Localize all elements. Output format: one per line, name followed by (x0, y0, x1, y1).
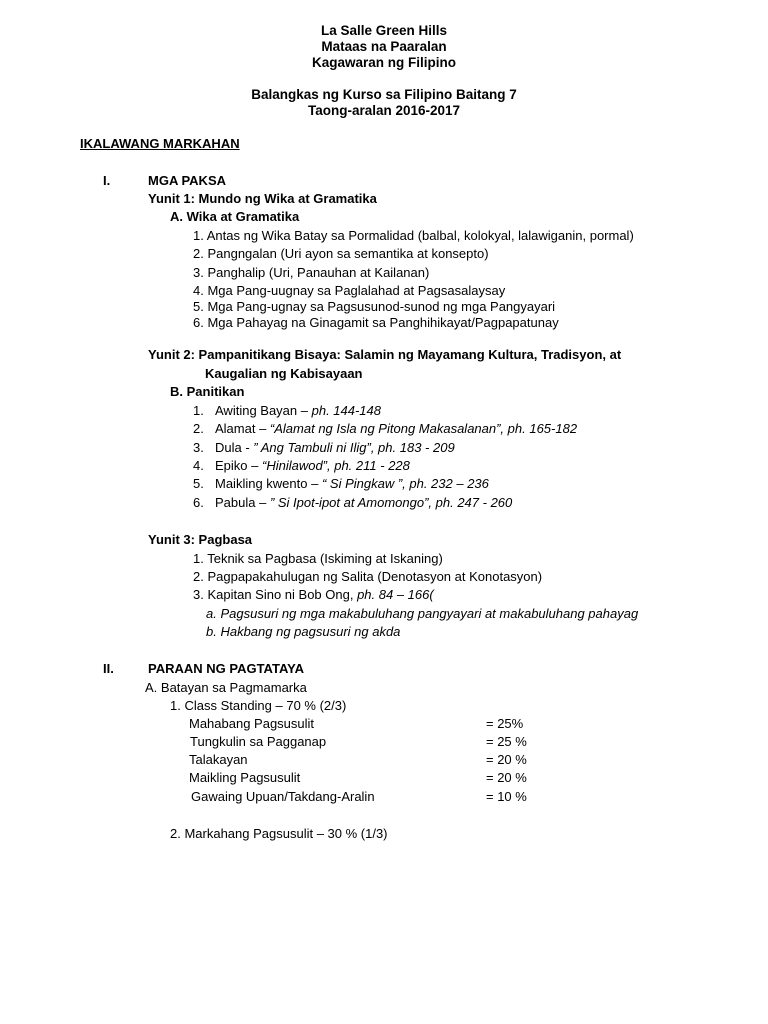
unit-1-item: 4. Mga Pang-uugnay sa Paglalahad at Pagsasalaysay (193, 283, 506, 298)
unit-3-item: 2. Pagpapakahulugan ng Salita (Denotasyon at Konotasyon) (193, 569, 543, 584)
unit-3-item: 3. Kapitan Sino ni Bob Ong, ph. 84 – 166( (193, 587, 434, 602)
component-value: = 25% (486, 716, 524, 731)
component-label: Tungkulin sa Pagganap (190, 734, 327, 749)
class-standing-line: 1. Class Standing – 70 % (2/3) (170, 698, 347, 713)
school-name: La Salle Green Hills (320, 23, 448, 38)
department-name: Kagawaran ng Filipino (311, 55, 456, 70)
section-2-title: PARAAN NG PAGTATAYA (148, 661, 305, 676)
school-level: Mataas na Paaralan (321, 39, 447, 54)
literature-item: 5. Maikling kwento – “ Si Pingkaw ”, ph. 232 – 236 (193, 476, 489, 491)
quarter-heading: IKALAWANG MARKAHAN (80, 136, 240, 151)
component-label: Talakayan (189, 752, 248, 767)
unit-1-item: 3. Panghalip (Uri, Panauhan at Kailanan) (193, 265, 430, 280)
section-1-title: MGA PAKSA (148, 173, 226, 188)
unit-3-subitem: a. Pagsusuri ng mga makabuluhang pangyayari at makabuluhang pahayag (206, 606, 639, 621)
literature-item: 6. Pabula – ” Si Ipot-ipot at Amomongo”, ph. 247 - 260 (193, 495, 513, 510)
component-label: Maikling Pagsusulit (189, 770, 301, 785)
component-value: = 25 % (486, 734, 527, 749)
unit-1-item: 5. Mga Pang-ugnay sa Pagsusunod-sunod ng mga Pangyayari (193, 299, 556, 314)
unit-1-title: Yunit 1: Mundo ng Wika at Gramatika (148, 191, 377, 206)
component-label: Mahabang Pagsusulit (189, 716, 315, 731)
unit-3-item: 1. Teknik sa Pagbasa (Iskiming at Iskaning) (193, 551, 443, 566)
unit-1-item: 2. Pangngalan (Uri ayon sa semantika at konsepto) (193, 246, 489, 261)
component-value: = 20 % (486, 752, 527, 767)
document-title: Balangkas ng Kurso sa Filipino Baitang 7 (251, 87, 517, 102)
component-value: = 10 % (486, 789, 527, 804)
literature-item: 3. Dula - ” Ang Tambuli ni Ilig”, ph. 183 - 209 (193, 440, 455, 455)
quarterly-exam-line: 2. Markahang Pagsusulit – 30 % (1/3) (170, 826, 388, 841)
unit-3-title: Yunit 3: Pagbasa (148, 532, 253, 547)
unit-1-item: 6. Mga Pahayag na Ginagamit sa Panghihikayat/Pagpapatunay (193, 315, 559, 330)
literature-item: 2. Alamat – “Alamat ng Isla ng Pitong Makasalanan”, ph. 165-182 (193, 421, 578, 436)
component-value: = 20 % (486, 770, 527, 785)
unit-2-subheading: B. Panitikan (170, 384, 245, 399)
section-2-numeral: II. (103, 661, 114, 676)
unit-1-item: 1. Antas ng Wika Batay sa Pormalidad (balbal, kolokyal, lalawiganin, pormal) (193, 228, 634, 243)
literature-item: 1. Awiting Bayan – ph. 144-148 (193, 403, 382, 418)
unit-2-title: Yunit 2: Pampanitikang Bisaya: Salamin ng Mayamang Kultura, Tradisyon, at (148, 347, 622, 362)
unit-2-title-continued: Kaugalian ng Kabisayaan (205, 366, 363, 381)
unit-3-subitem: b. Hakbang ng pagsusuri ng akda (206, 624, 401, 639)
literature-item: 4. Epiko – “Hinilawod”, ph. 211 - 228 (193, 458, 410, 473)
section-1-numeral: I. (103, 173, 111, 188)
school-year: Taong-aralan 2016-2017 (307, 103, 461, 118)
grading-basis-heading: A. Batayan sa Pagmamarka (145, 680, 307, 695)
component-label: Gawaing Upuan/Takdang-Aralin (191, 789, 375, 804)
unit-1-subheading: A. Wika at Gramatika (170, 209, 300, 224)
